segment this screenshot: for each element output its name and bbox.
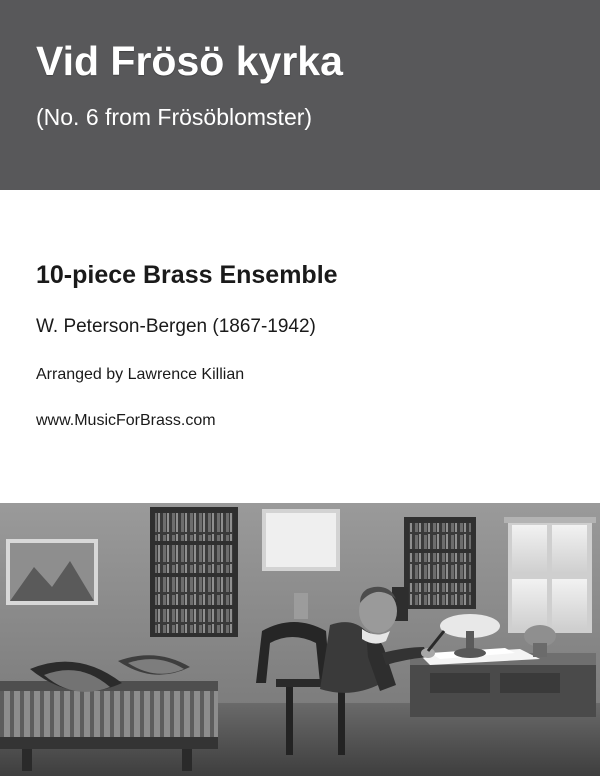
info-block — [0, 190, 600, 503]
arranger-label: Arranged by Lawrence Killian — [36, 365, 245, 383]
website-label: www.MusicForBrass.com — [36, 411, 216, 429]
title-band — [0, 0, 600, 190]
page-title: Vid Frösö kyrka — [36, 38, 343, 84]
page-subtitle: (No. 6 from Frösöblomster) — [36, 104, 313, 131]
cover-photograph — [0, 503, 600, 776]
ensemble-label: 10-piece Brass Ensemble — [36, 261, 338, 289]
photo-illustration — [0, 503, 600, 776]
composer-label: W. Peterson-Bergen (1867-1942) — [36, 316, 316, 337]
